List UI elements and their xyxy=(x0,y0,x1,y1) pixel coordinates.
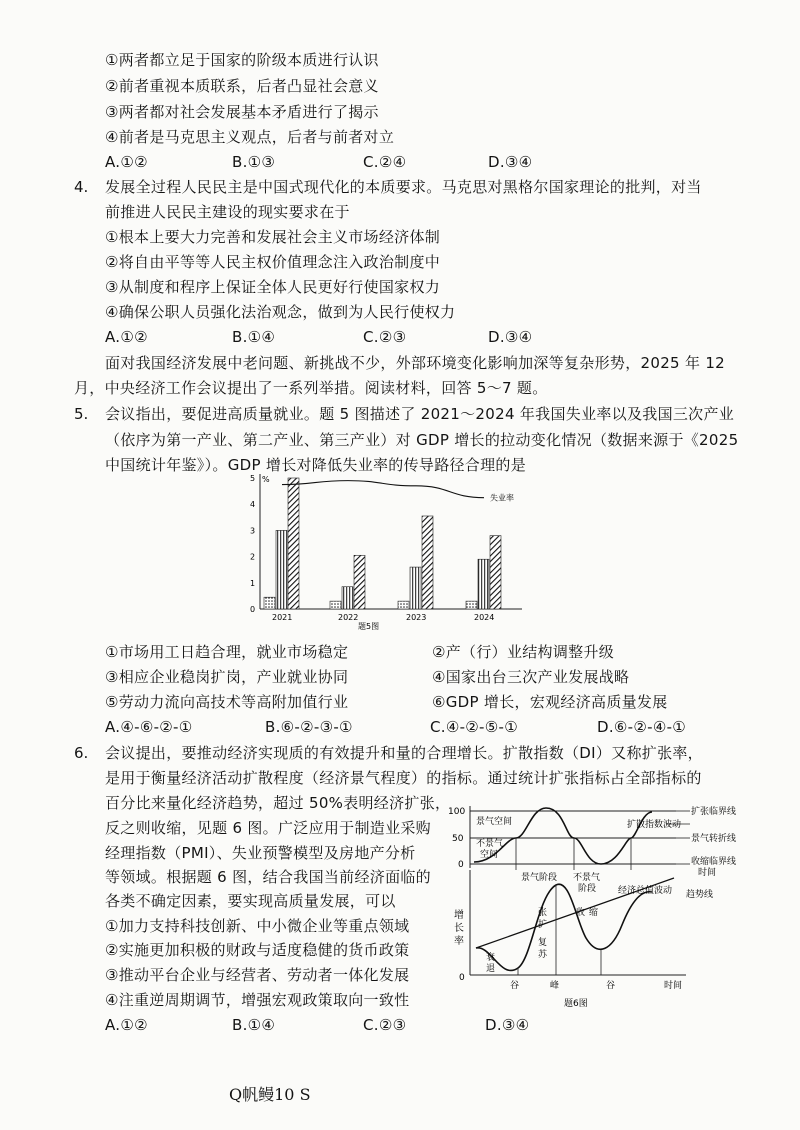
q6-option-2: ②实施更加积极的财政与适度稳健的货币政策 xyxy=(105,941,410,959)
q4-answer-b[interactable]: B.①④ xyxy=(232,328,276,346)
q6-stem-line4: 反之则收缩，见题 6 图。广泛应用于制造业采购 xyxy=(105,819,431,837)
region-non-boom-space-1: 不景气 xyxy=(476,839,504,849)
label-di-wave: 扩散指数波动 xyxy=(627,820,682,830)
fig5-bar-2021-series2 xyxy=(276,530,287,609)
q4-number: 4. xyxy=(74,178,89,196)
ylabel-growth-2: 长 xyxy=(454,923,464,934)
q6-answer-b[interactable]: B.①④ xyxy=(232,1016,276,1034)
figure-5-chart xyxy=(238,468,528,630)
q6-option-3: ③推动平台企业与经营者、劳动者一体化发展 xyxy=(105,966,410,984)
q5-answer-b[interactable]: B.⑥-②-③-① xyxy=(265,718,353,736)
label-gdp-wave: 经济总值波动 xyxy=(618,886,673,896)
di-mark-0: 0 xyxy=(458,860,464,870)
fig5-unit-label: % xyxy=(262,475,270,484)
x-mark-trough-1: 谷 xyxy=(510,981,520,991)
fig5-ytick-label: 1 xyxy=(250,578,256,588)
q3-option-4: ④前者是马克思主义观点，后者与前者对立 xyxy=(105,128,395,146)
q4-answer-c[interactable]: C.②③ xyxy=(363,328,407,346)
q3-option-2: ②前者重视本质联系，后者凸显社会意义 xyxy=(105,77,379,95)
ylabel-growth-1: 增 xyxy=(454,910,464,921)
region-non-boom-phase-2: 阶段 xyxy=(578,884,597,894)
x-mark-peak: 峰 xyxy=(550,981,560,991)
q4-option-1: ①根本上要大力完善和发展社会主义市场经济体制 xyxy=(105,228,441,246)
phase-contraction-2: 缩 xyxy=(589,908,599,918)
fig5-bar-2022-series2 xyxy=(342,587,353,609)
q5-option-6: ⑥GDP 增长，宏观经济高质量发展 xyxy=(432,693,668,711)
q6-stem-line6: 等领域。根据题 6 图，结合我国当前经济面临的 xyxy=(105,868,431,886)
x-mark-trough-2: 谷 xyxy=(606,981,616,991)
phase-recovery-1: 复 xyxy=(538,938,548,948)
q5-option-4: ④国家出台三次产业发展战略 xyxy=(432,668,630,686)
q4-answer-a[interactable]: A.①② xyxy=(105,328,148,346)
phase-expansion-1: 张 xyxy=(538,908,548,918)
q5-answer-c[interactable]: C.④-②-⑤-① xyxy=(430,718,518,736)
q5-stem-line1: 会议指出，要促进高质量就业。题 5 图描述了 2021～2024 年我国失业率以及我国三次产业 xyxy=(105,405,735,423)
fig5-bar-2021-series1 xyxy=(264,597,275,609)
label-contraction-line: 收缩临界线 xyxy=(691,857,737,867)
fig5-caption: 题5图 xyxy=(358,622,380,630)
phase-contraction-1: 收 xyxy=(576,908,586,918)
fig5-line-label: 失业率 xyxy=(490,493,514,503)
fig5-xtick-2022: 2022 xyxy=(338,613,359,622)
material-intro-line2: 月，中央经济工作会议提出了一系列举措。阅读材料，回答 5～7 题。 xyxy=(74,379,548,397)
fig5-ytick-label: 0 xyxy=(250,605,256,614)
figure-6-caption: 题6图 xyxy=(564,999,588,1009)
q4-option-3: ③从制度和程序上保证全体人民更好行使国家权力 xyxy=(105,278,441,296)
fig5-xtick-2021: 2021 xyxy=(272,613,293,622)
q5-answer-a[interactable]: A.④-⑥-②-① xyxy=(105,718,193,736)
fig5-ytick-label: 4 xyxy=(250,500,256,510)
q3-answer-d[interactable]: D.③④ xyxy=(488,153,533,171)
q3-option-1: ①两者都立足于国家的阶级本质进行认识 xyxy=(105,51,379,69)
label-expansion-line: 扩张临界线 xyxy=(691,807,737,817)
q6-stem-line7: 各类不确定因素，要实现高质量发展，可以 xyxy=(105,892,396,910)
q6-answer-a[interactable]: A.①② xyxy=(105,1016,148,1034)
fig5-bar-2022-series3 xyxy=(354,555,365,609)
growth-mark-0: 0 xyxy=(459,973,465,983)
region-non-boom-phase-1: 不景气 xyxy=(573,873,601,883)
page-footer: Q帆鳗10 S xyxy=(229,1085,311,1104)
fig5-unemployment-line xyxy=(282,481,484,498)
q4-option-4: ④确保公职人员强化法治观念，做到为人民行使权力 xyxy=(105,303,456,321)
q5-option-1: ①市场用工日趋合理，就业市场稳定 xyxy=(105,643,349,661)
q6-stem-line1: 会议提出，要推动经济实现质的有效提升和量的合理增长。扩散指数（DI）又称扩张率， xyxy=(105,744,703,762)
q3-answer-b[interactable]: B.①③ xyxy=(232,153,276,171)
phase-recession-2: 退 xyxy=(486,964,496,974)
ylabel-growth-3: 率 xyxy=(454,936,464,947)
fig5-ytick-label: 2 xyxy=(250,552,256,562)
fig5-ytick-label: 3 xyxy=(250,526,256,536)
q5-option-3: ③相应企业稳岗扩岗，产业就业协同 xyxy=(105,668,349,686)
q6-answer-d[interactable]: D.③④ xyxy=(485,1016,530,1034)
q5-stem-line3: 中国统计年鉴》）。GDP 增长对降低失业率的传导路径合理的是 xyxy=(105,456,526,474)
di-mark-50: 50 xyxy=(452,834,464,844)
figure-6-diagram xyxy=(446,800,771,1015)
q6-option-1: ①加力支持科技创新、中小微企业等重点领域 xyxy=(105,917,410,935)
fig5-bar-2024-series2 xyxy=(478,559,489,609)
phase-recovery-2: 苏 xyxy=(538,950,548,960)
fig5-bar-2023-series2 xyxy=(410,567,421,609)
region-boom-phase: 景气阶段 xyxy=(521,873,558,883)
label-time-top: 时间 xyxy=(698,868,717,878)
fig5-bar-2023-series3 xyxy=(422,516,433,609)
phase-recession-1: 衰 xyxy=(486,953,496,963)
q4-option-2: ②将自由平等等人民主权价值理念注入政治制度中 xyxy=(105,253,441,271)
q5-number: 5. xyxy=(74,405,89,423)
region-non-boom-space-2: 空间 xyxy=(480,850,499,860)
fig5-xtick-2023: 2023 xyxy=(406,613,427,622)
q3-answer-c[interactable]: C.②④ xyxy=(363,153,407,171)
q3-option-3: ③两者都对社会发展基本矛盾进行了揭示 xyxy=(105,103,379,121)
q6-stem-line2: 是用于衡量经济活动扩散程度（经济景气程度）的指标。通过统计扩张指标占全部指标的 xyxy=(105,769,702,787)
fig5-ytick-label: 5 xyxy=(250,474,256,483)
q4-stem-line2: 前推进人民民主建设的现实要求在于 xyxy=(105,203,350,221)
label-trend-line: 趋势线 xyxy=(686,890,714,900)
q6-answer-c[interactable]: C.②③ xyxy=(363,1016,407,1034)
q5-stem-line2: （依序为第一产业、第二产业、第三产业）对 GDP 增长的拉动变化情况（数据来源于《2025 xyxy=(105,431,739,449)
fig5-bar-2024-series3 xyxy=(490,536,501,609)
q4-answer-d[interactable]: D.③④ xyxy=(488,328,533,346)
region-boom-space: 景气空间 xyxy=(476,817,513,827)
q3-answer-a[interactable]: A.①② xyxy=(105,153,148,171)
q5-answer-d[interactable]: D.⑥-②-④-① xyxy=(597,718,687,736)
q5-option-5: ⑤劳动力流向高技术等高附加值行业 xyxy=(105,693,349,711)
q6-number: 6. xyxy=(74,744,89,762)
gdp-wave-curve xyxy=(476,884,652,970)
xlabel-time: 时间 xyxy=(664,981,683,991)
q6-stem-line3: 百分比来量化经济趋势，超过 50%表明经济扩张， xyxy=(105,794,451,812)
di-mark-100: 100 xyxy=(448,807,466,817)
material-intro-line1: 面对我国经济发展中老问题、新挑战不少，外部环境变化影响加深等复杂形势，2025 年 12 xyxy=(105,354,726,372)
fig5-bar-2022-series1 xyxy=(330,601,341,609)
fig5-xtick-2024: 2024 xyxy=(474,613,495,622)
label-turning-line: 景气转折线 xyxy=(691,834,737,844)
fig5-bar-2024-series1 xyxy=(466,601,477,609)
q6-stem-line5: 经理指数（PMI）、失业预警模型及房地产分析 xyxy=(105,844,416,862)
fig5-bar-2021-series3 xyxy=(288,478,299,609)
q5-option-2: ②产（行）业结构调整升级 xyxy=(432,643,615,661)
q4-stem-line1: 发展全过程人民民主是中国式现代化的本质要求。马克思对黑格尔国家理论的批判，对当 xyxy=(105,178,702,196)
q6-option-4: ④注重逆周期调节，增强宏观政策取向一致性 xyxy=(105,991,410,1009)
fig5-bar-2023-series1 xyxy=(398,601,409,609)
phase-expansion-2: 扩 xyxy=(538,920,548,930)
